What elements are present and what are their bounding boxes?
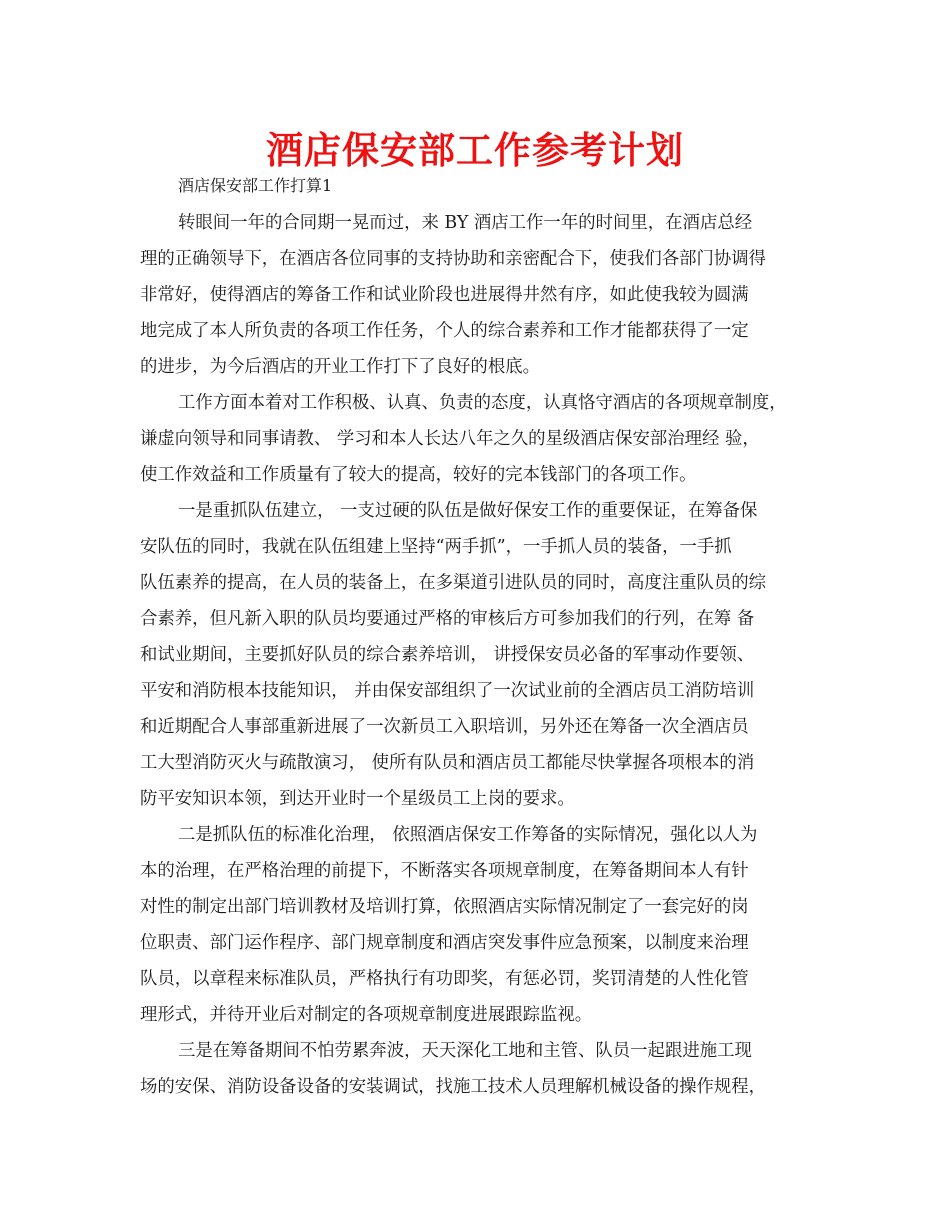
text-line: 平安和消防根本技能知识， 并由保安部组织了一次试业前的全酒店员工消防培训 <box>140 681 755 701</box>
text-line: 转眼间一年的合同期一晃而过，来 BY 酒店工作一年的时间里，在酒店总经 <box>178 213 753 233</box>
text-line: 使工作效益和工作质量有了较大的提高，较好的完本钱部门的各项工作。 <box>140 465 697 485</box>
text-line: 队伍素养的提高，在人员的装备上，在多渠道引进队员的同时，高度注重队员的综 <box>140 573 767 593</box>
text-line: 和近期配合人事部重新进展了一次新员工入职培训，另外还在筹备一次全酒店员 <box>140 717 749 737</box>
text-line: 工作方面本着对工作积极、认真、负责的态度，认真恪守酒店的各项规章制度， <box>178 393 787 413</box>
text-line: 一是重抓队伍建立， 一支过硬的队伍是做好保安工作的重要保证，在筹备保 <box>178 501 758 521</box>
text-line: 理的正确领导下，在酒店各位同事的支持协助和亲密配合下，使我们各部门协调得 <box>140 249 767 269</box>
text-line: 本的治理，在严格治理的前提下，不断落实各项规章制度，在筹备期间本人有针 <box>140 861 749 881</box>
text-line: 谦虚向领导和同事请教、 学习和本人长达八年之久的星级酒店保安部治理经 验， <box>140 429 760 449</box>
text-line: 三是在筹备期间不怕劳累奔波，天天深化工地和主管、队员一起跟进施工现 <box>178 1041 752 1061</box>
text-line: 理形式，并待开业后对制定的各项规章制度进展跟踪监视。 <box>140 1005 593 1025</box>
text-line: 防平安知识本领，到达开业时一个星级员工上岗的要求。 <box>140 789 575 809</box>
text-line: 场的安保、消防设备设备的安装调试，找施工技术人员理解机械设备的操作规程， <box>140 1077 767 1097</box>
text-line: 非常好，使得酒店的筹备工作和试业阶段也进展得井然有序，如此使我较为圆满 <box>140 285 749 305</box>
document-title: 酒店保安部工作参考计划 <box>266 129 684 172</box>
text-line: 工大型消防灭火与疏散演习， 使所有队员和酒店员工都能尽快掌握各项根本的消 <box>140 753 755 773</box>
document-subtitle: 酒店保安部工作打算1 <box>178 176 333 195</box>
text-line: 二是抓队伍的标准化治理， 依照酒店保安工作筹备的实际情况，强化以人为 <box>178 825 758 845</box>
document-body <box>140 205 824 1105</box>
text-line: 和试业期间，主要抓好队员的综合素养培训， 讲授保安员必备的军事动作要领、 <box>140 645 755 665</box>
text-line: 的进步，为今后酒店的开业工作打下了良好的根底。 <box>140 357 540 377</box>
text-line: 位职责、部门运作程序、部门规章制度和酒店突发事件应急预案，以制度来治理 <box>140 933 749 953</box>
text-line: 合素养，但凡新入职的队员均要通过严格的审核后方可参加我们的行列，在筹 备 <box>140 609 755 629</box>
text-line: 队员，以章程来标准队员，严格执行有功即奖，有惩必罚，奖罚清楚的人性化管 <box>140 969 749 989</box>
text-line: 地完成了本人所负责的各项工作任务，个人的综合素养和工作才能都获得了一定 <box>140 321 749 341</box>
text-line: 对性的制定出部门培训教材及培训打算，依照酒店实际情况制定了一套完好的岗 <box>140 897 749 917</box>
text-line: 安队伍的同时，我就在队伍组建上坚持“两手抓”，一手抓人员的装备，一手抓 <box>140 537 732 557</box>
